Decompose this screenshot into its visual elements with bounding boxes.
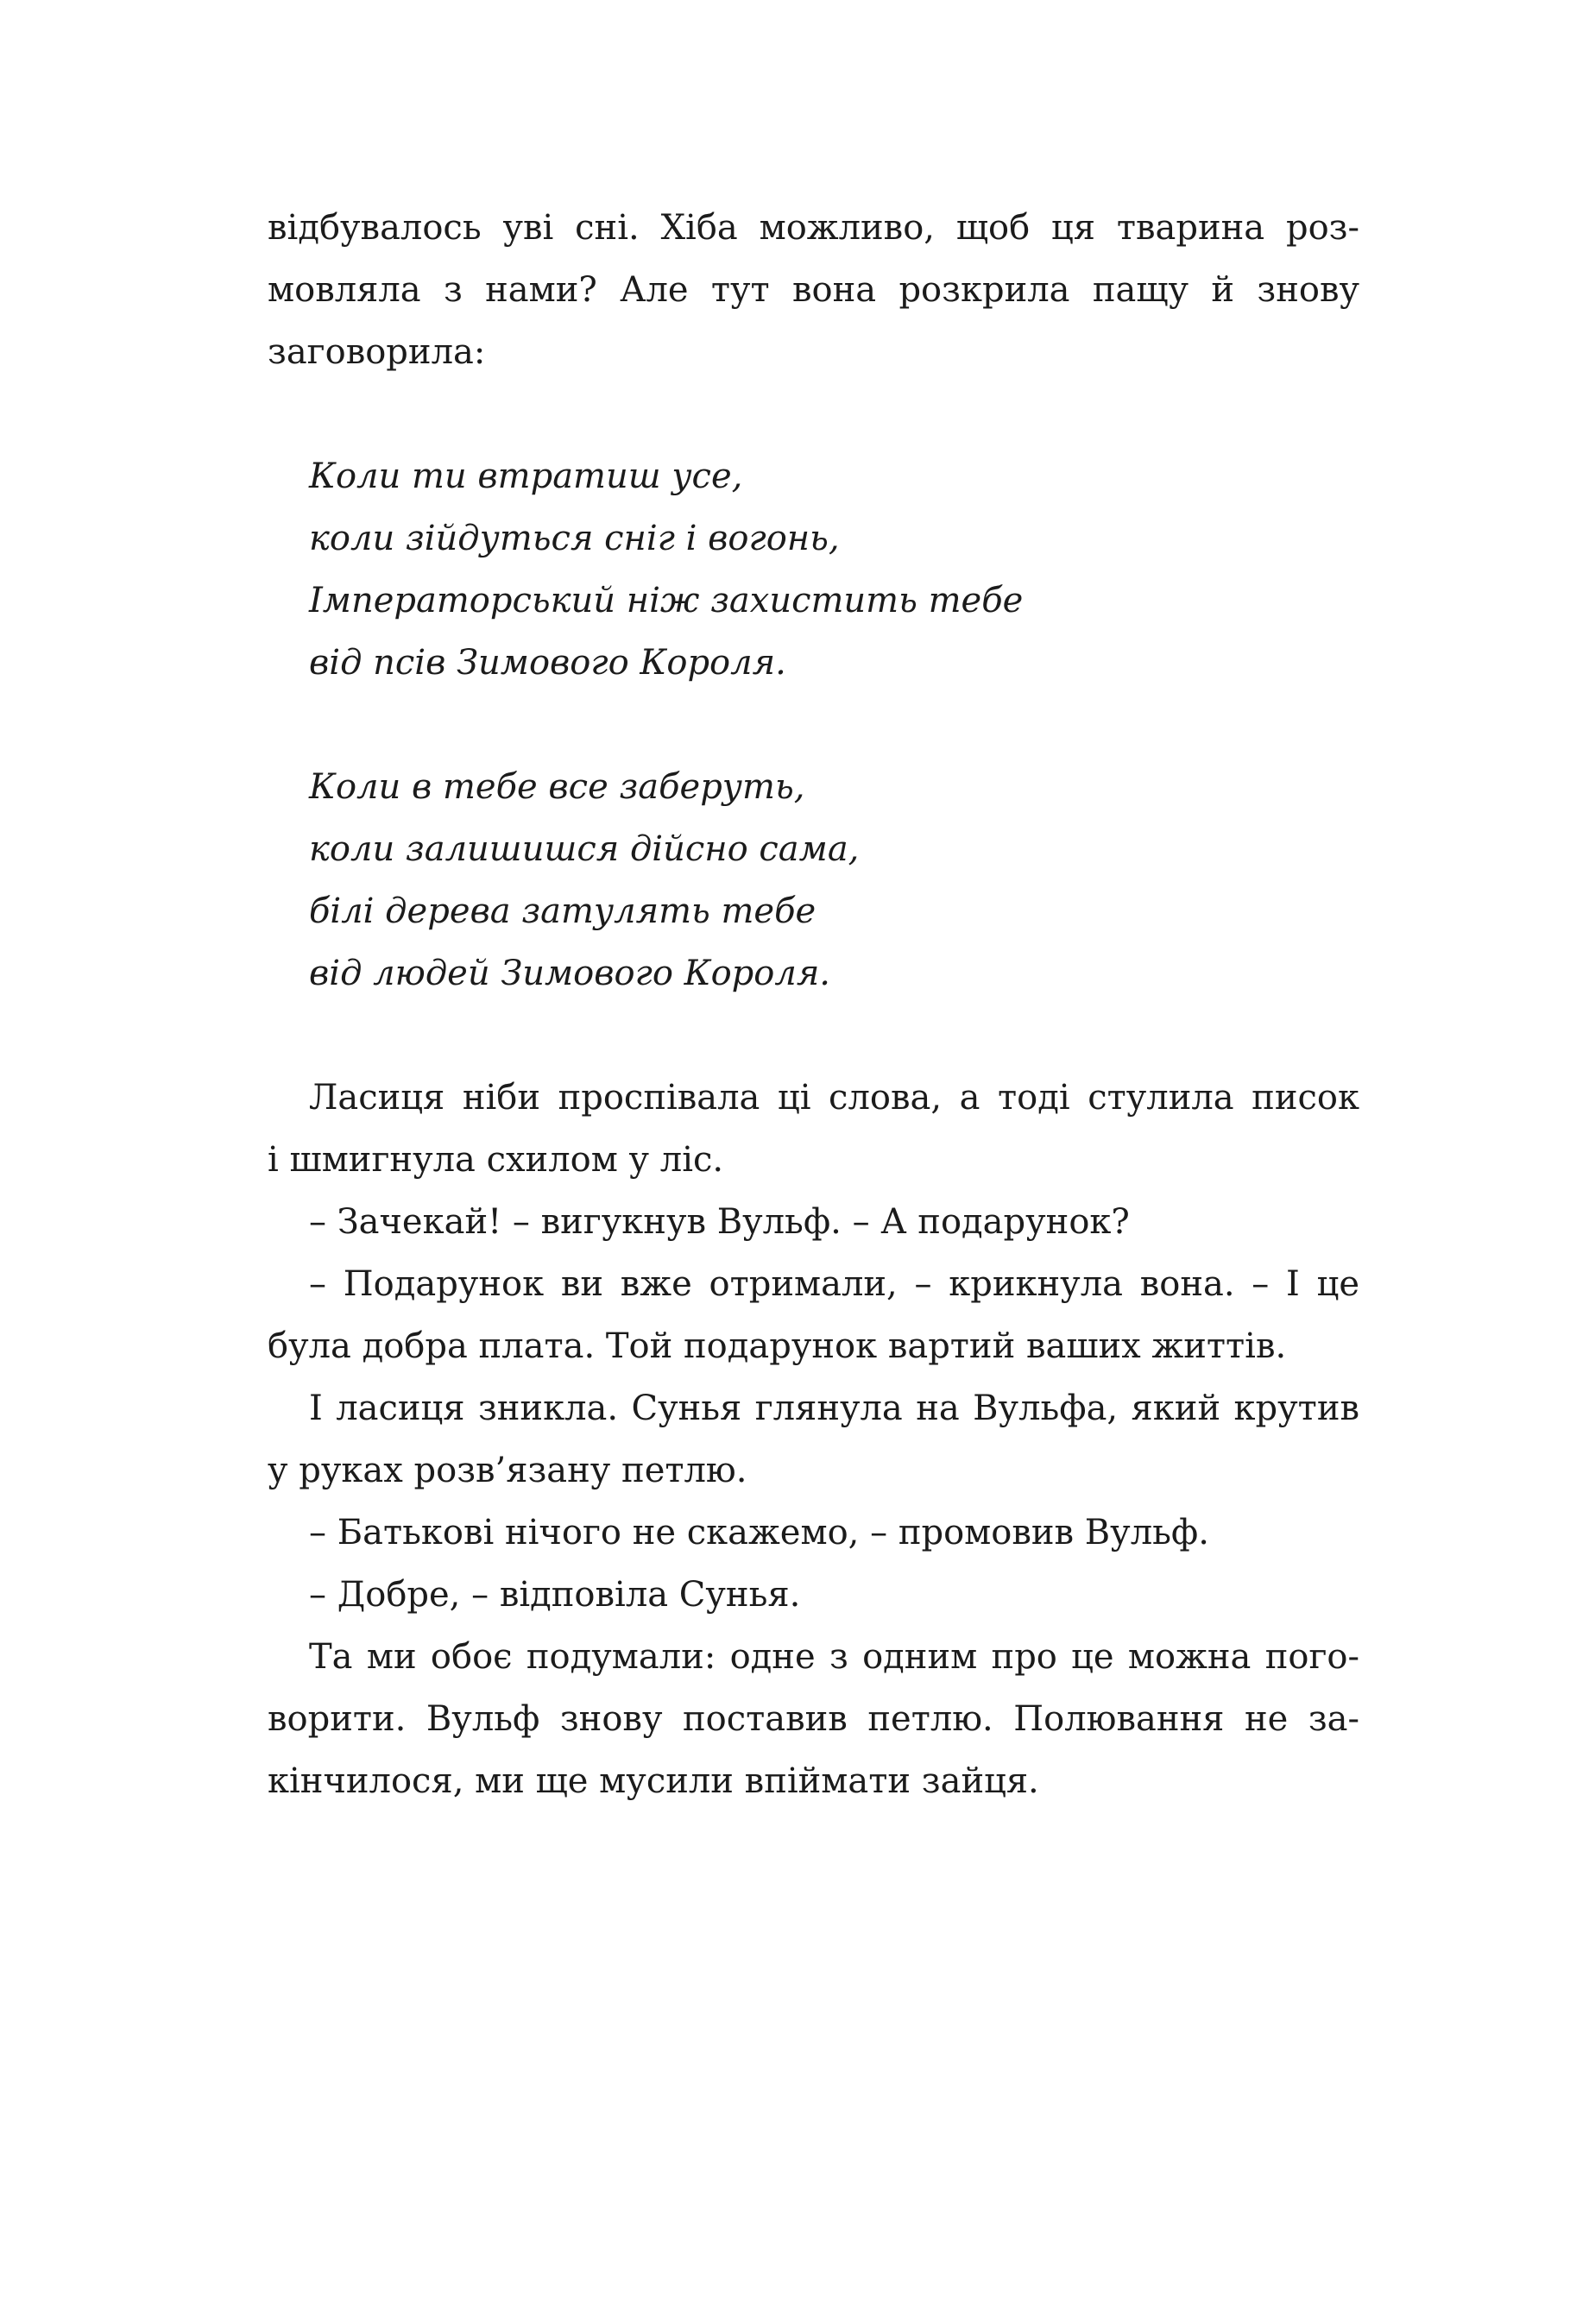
text-line: була добра плата. Той подарунок вартий ваших життів.	[268, 1326, 1287, 1366]
page-text	[268, 197, 1359, 1812]
text-line: заговорила:	[268, 332, 486, 372]
poem-line: Коли ти втратиш усе,	[309, 457, 743, 496]
dialogue-line: – Зачекай! – вигукнув Вульф. – А подарунок?	[309, 1202, 1130, 1242]
poem-line: від людей Зимового Короля.	[309, 954, 831, 993]
text-line: ворити. Вульф знову поставив петлю. Полювання не за-	[268, 1699, 1359, 1739]
poem-line: Імператорський ніж захистить тебе	[309, 581, 1024, 620]
dialogue-line: – Добре, – відповіла Сунья.	[309, 1575, 801, 1615]
dialogue-line: – Батькові нічого не скажемо, – промовив Вульф.	[309, 1513, 1209, 1552]
poem-line: коли зійдуться сніг і вогонь,	[309, 519, 840, 558]
poem-line: білі дерева затулять тебе	[309, 891, 817, 931]
blank-line	[268, 383, 1359, 445]
text-line: кінчилося, ми ще мусили впіймати зайця.	[268, 1761, 1039, 1801]
narrative-text	[268, 1067, 1359, 1812]
text-line: у руках розв’язану петлю.	[268, 1451, 747, 1490]
blank-line	[268, 1005, 1359, 1067]
poem-stanza-2	[268, 756, 1359, 1005]
text-line: Ласиця ніби проспівала ці слова, а тоді стулила писок	[309, 1078, 1359, 1118]
opening-paragraph	[268, 197, 1359, 383]
text-line: Та ми обоє подумали: одне з одним про це можна пого-	[309, 1637, 1359, 1677]
text-line: І ласиця зникла. Сунья глянула на Вульфа, який крутив	[309, 1389, 1359, 1428]
poem-stanza-1	[268, 445, 1359, 694]
text-line: мовляла з нами? Але тут вона розкрила пащу й знову	[268, 270, 1359, 310]
poem-line: від псів Зимового Короля.	[309, 643, 786, 683]
poem-line: Коли в тебе все заберуть,	[309, 767, 805, 807]
poem-line: коли залишишся дійсно сама,	[309, 829, 860, 869]
blank-line	[268, 694, 1359, 756]
text-line: і шмигнула схилом у ліс.	[268, 1140, 724, 1180]
dialogue-line: – Подарунок ви вже отримали, – крикнула вона. – І це	[309, 1264, 1359, 1304]
text-line: відбувалось уві сні. Хіба можливо, щоб ця тварина роз-	[268, 208, 1359, 248]
book-page	[268, 0, 1359, 2324]
